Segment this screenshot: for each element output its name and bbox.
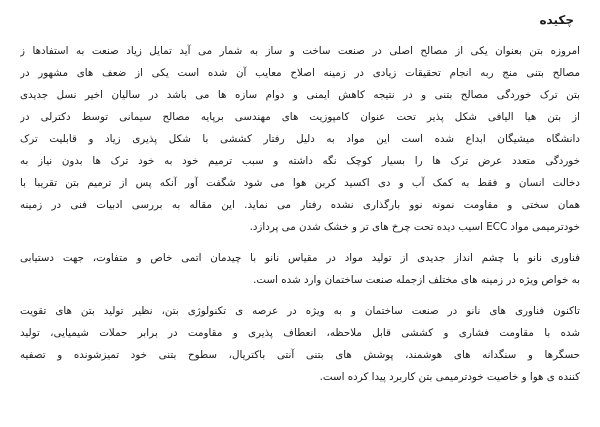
paragraph-line: همان سختی و مقاومت نمونه نوو بارگذاری نشده رفتار می نماید. این مقاله به بررسی ادبیات فنی در زمینه — [20, 199, 580, 211]
paragraph-1 — [20, 40, 580, 238]
paragraph-line: شده با مقاومت فشاری و کششی قابل ملاحظه، انعطاف پذیری و مقاومت در برابر حملات شیمیایی، تولید — [20, 327, 580, 339]
paragraph-line: کننده ی هوا و خاصیت خودترمیمی بتن کاربرد پیدا کرده است. — [319, 371, 580, 383]
paragraph-3 — [20, 300, 580, 388]
paragraph-2 — [20, 247, 580, 291]
paragraph-line: امروزه بتن بعنوان یکی از مصالح اصلی در صنعت ساخت و ساز به شمار می آید تمایل زیاد صنعت به استفادها ز — [20, 45, 580, 57]
paragraph-line: حسگرها و سنگدانه های هوشمند، پوشش های بتنی آنتی باکتریال، سطوح بتنی خود تمیزشونده و تصفیه — [20, 349, 580, 361]
paragraph-line: بتن ترک خوردگی مصالح بتنی و در نتیجه کاهش ایمنی و دوام سازه ها می باشد در سالیان اخیر نسل جدیدی — [20, 89, 580, 101]
paragraph-line: به خواص ویژه در زمینه های مختلف ازجمله صنعت ساختمان وارد شده است. — [253, 274, 580, 286]
paragraph-line: فناوری نانو با چشم انداز جدیدی از تولید مواد در مقیاس نانو با چیدمان اتمی خاص و متفاوت، جهت دستیابی — [20, 252, 580, 264]
paragraph-line: خوردگی متعدد عرض ترک ها را بسیار کوچک نگه داشته و سبب ترمیم خود به خود ترک ها بدون نیاز به — [20, 155, 580, 167]
paragraph-line: از بتن هیا الیافی شکل پذیر تحت عنوان کامپوزیت های مهندسی برپایه مصالح سیمانی توسط دکترلی در — [20, 111, 580, 123]
paragraph-line: دانشگاه میشیگان ابداع شده است این مواد به دلیل رفتار کششی با شکل پذیری زیاد و قابلیت ترک — [20, 133, 580, 145]
paragraph-line: مصالح بتنی منج ربه انجام تحقیقات زیادی در زمینه اصلاح معایب آن شده است یکی از ضعف های مشهور در — [20, 67, 580, 79]
paragraph-line: تاکنون فناوری های نانو در صنعت ساختمان و به ویژه در عرصه ی تکنولوژی بتن، نظیر تولید بتن های تقویت — [20, 305, 580, 317]
abstract-heading: چکیده — [539, 13, 574, 27]
paragraph-line: دخالت انسان و فقط به کمک آب و دی اکسید کربن هوا می شود شگفت آور آنکه پس از ترمیم بتن تقریبا با — [20, 177, 580, 189]
paragraph-line: خودترمیمی مواد ECC اسیب دیده تحت چرخ های تر و خشک شدن می پردازد. — [249, 221, 580, 233]
